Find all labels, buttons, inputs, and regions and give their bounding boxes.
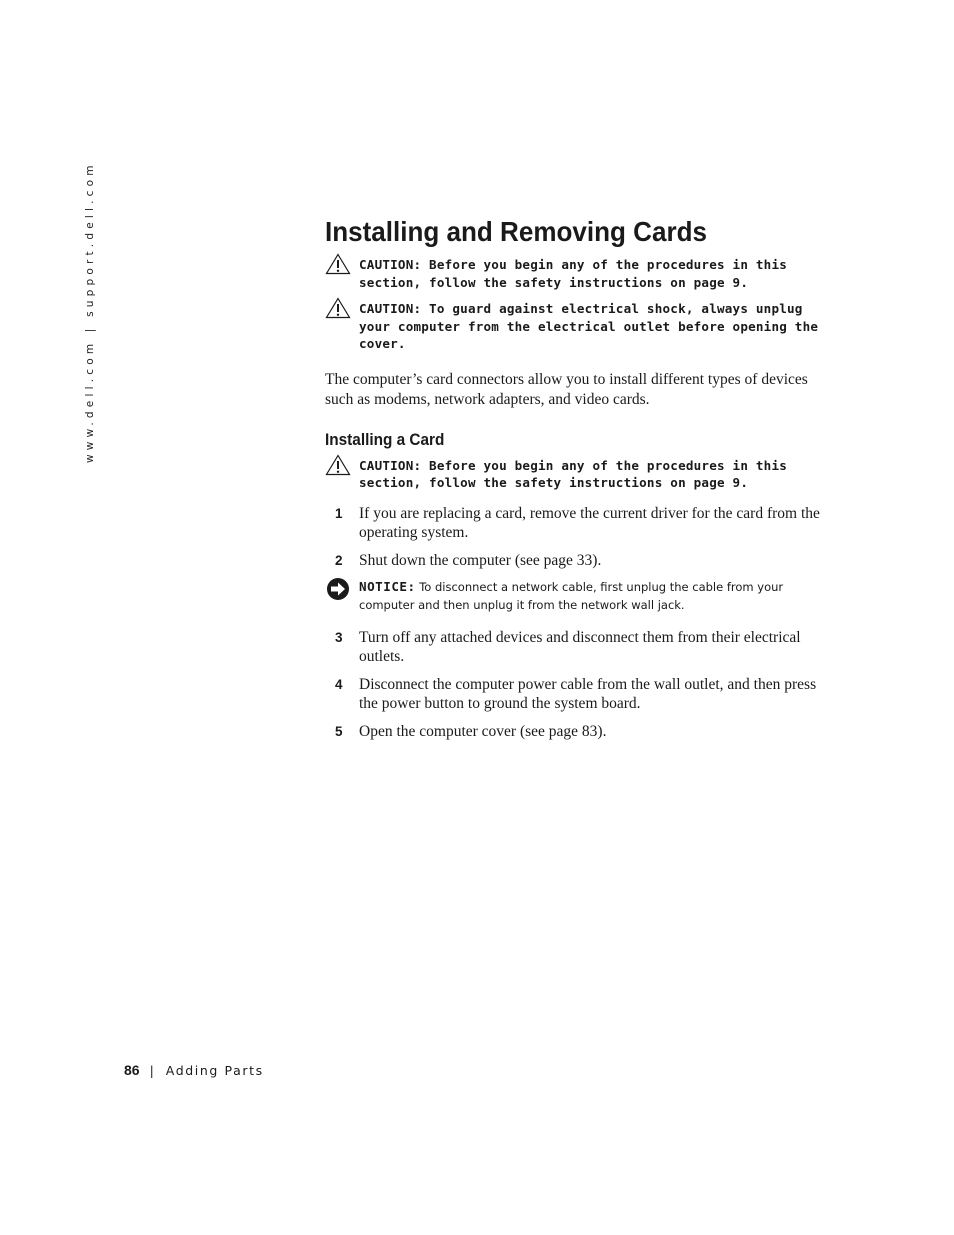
section-heading: Installing a Card xyxy=(325,430,445,449)
intro-paragraph: The computer’s card connectors allow you to install different types of devices such as modems, network adapters, and video cards. xyxy=(325,370,808,408)
page-footer xyxy=(124,1061,264,1079)
notice-text: To disconnect a network cable, first unplug the cable from your computer and then unplug it from the network wall jack. xyxy=(359,579,784,612)
step-item xyxy=(325,722,825,741)
notice-arrow-icon xyxy=(326,577,350,601)
caution-text: CAUTION: Before you begin any of the procedures in this section, follow the safety instructions on page 9. xyxy=(359,457,788,490)
step-item xyxy=(325,551,825,570)
caution-triangle-icon xyxy=(325,297,351,319)
step-item xyxy=(325,675,825,713)
notice-block xyxy=(325,578,825,614)
footer-separator: | xyxy=(149,1063,154,1078)
caution-block xyxy=(325,300,825,353)
side-url-text: www.dell.com | support.dell.com xyxy=(84,161,96,463)
step-text: If you are replacing a card, remove the current driver for the card from the operating system. xyxy=(359,504,820,541)
page-title: Installing and Removing Cards xyxy=(325,216,707,247)
step-item xyxy=(325,504,825,542)
step-number: 5 xyxy=(335,723,343,739)
step-text: Disconnect the computer power cable from the wall outlet, and then press the power button to ground the system board. xyxy=(359,675,817,712)
step-text: Shut down the computer (see page 33). xyxy=(359,551,602,569)
step-number: 4 xyxy=(335,676,343,692)
step-text: Turn off any attached devices and disconnect them from their electrical outlets. xyxy=(359,628,801,665)
caution-block xyxy=(325,256,825,291)
step-number: 2 xyxy=(335,552,343,568)
chapter-name: Adding Parts xyxy=(165,1063,264,1078)
step-item xyxy=(325,628,825,666)
caution-text: CAUTION: Before you begin any of the procedures in this section, follow the safety instructions on page 9. xyxy=(359,257,788,290)
main-content xyxy=(325,212,825,741)
caution-text: CAUTION: To guard against electrical shock, always unplug your computer from the electrical outlet before opening the cover. xyxy=(359,301,819,351)
page-number: 86 xyxy=(124,1062,140,1078)
caution-triangle-icon xyxy=(325,253,351,275)
step-number: 1 xyxy=(335,505,343,521)
caution-triangle-icon xyxy=(325,454,351,476)
notice-label: NOTICE: xyxy=(359,578,416,594)
caution-block xyxy=(325,457,825,492)
step-number: 3 xyxy=(335,629,343,645)
step-text: Open the computer cover (see page 83). xyxy=(359,722,607,740)
